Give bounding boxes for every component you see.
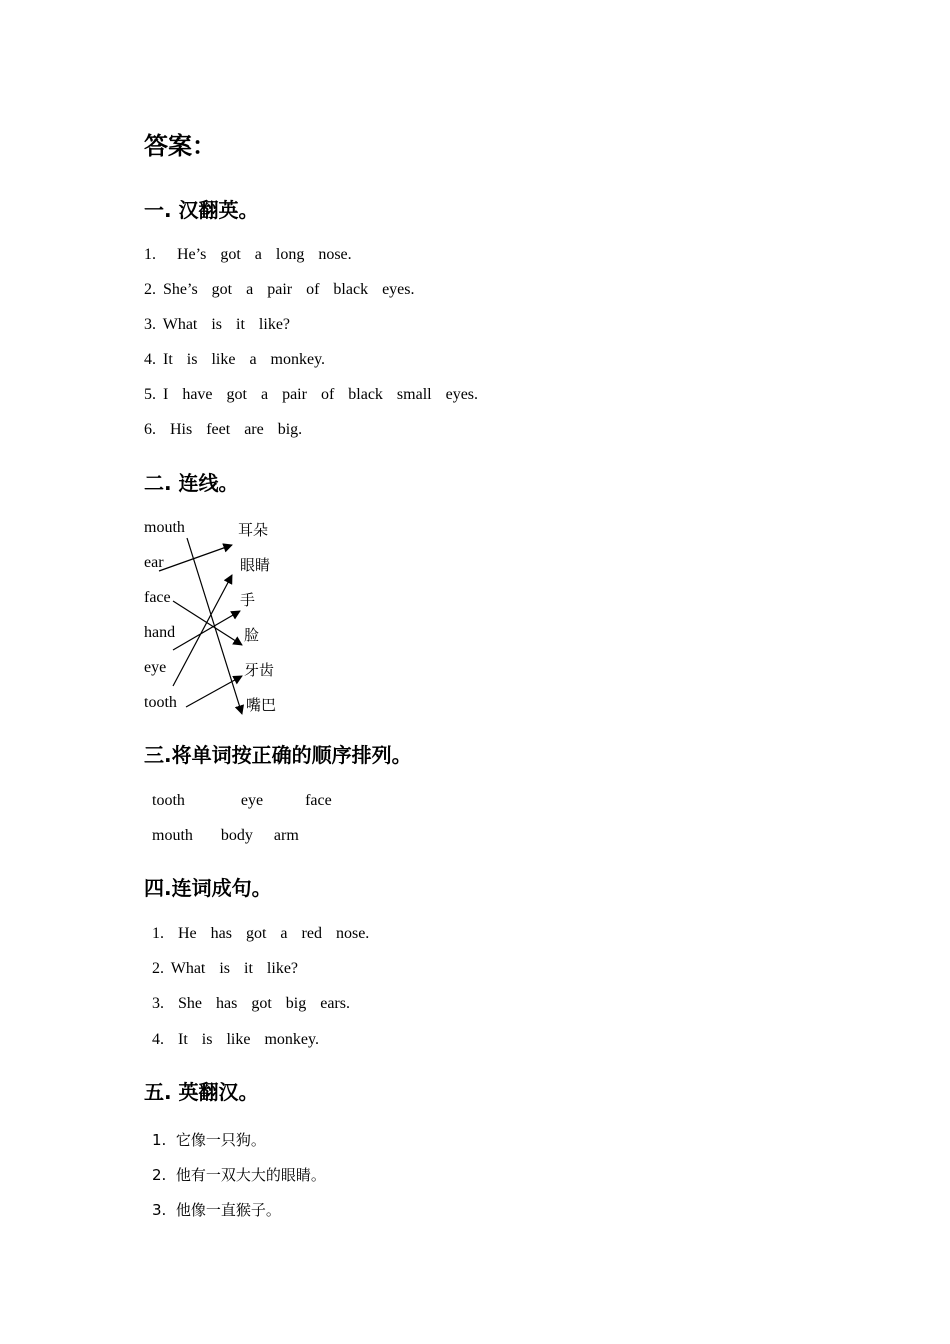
section1-item: 1. He’s got a long nose. bbox=[144, 246, 352, 263]
section5-item: 1. 它像一只狗。 bbox=[152, 1131, 266, 1149]
section1-item: 6. His feet are big. bbox=[144, 421, 303, 438]
page-title: 答案： bbox=[144, 132, 216, 160]
section5-item: 2. 他有一双大大的眼睛。 bbox=[152, 1166, 326, 1184]
match-word-chinese: 手 bbox=[240, 591, 256, 609]
section5-heading: 五. 英翻汉。 bbox=[144, 1080, 259, 1104]
section4-item: 4. It is like monkey. bbox=[152, 1031, 319, 1048]
match-word-english: face bbox=[144, 589, 171, 606]
section4-heading: 四.连词成句。 bbox=[144, 876, 272, 900]
match-word-english: tooth bbox=[144, 694, 177, 711]
match-line-eye-eye bbox=[173, 575, 232, 686]
match-word-english: ear bbox=[144, 554, 164, 571]
section4-item: 3. She has got big ears. bbox=[152, 995, 350, 1012]
section1-item: 3. What is it like? bbox=[144, 316, 291, 333]
section5-item: 3. 他像一直猴子。 bbox=[152, 1201, 281, 1219]
section3-heading: 三.将单词按正确的顺序排列。 bbox=[144, 743, 412, 767]
match-line-tooth-tooth bbox=[186, 676, 242, 707]
ordered-words-row: mouth body arm bbox=[152, 827, 299, 844]
match-word-chinese: 牙齿 bbox=[244, 661, 275, 679]
section1-item: 4. It is like a monkey. bbox=[144, 351, 326, 368]
match-word-english: hand bbox=[144, 624, 176, 641]
match-word-english: eye bbox=[144, 659, 167, 676]
match-line-hand-hand bbox=[173, 611, 240, 650]
section4-item: 1. He has got a red nose. bbox=[152, 925, 370, 942]
section1-item: 2. She’s got a pair of black eyes. bbox=[144, 281, 415, 298]
match-line-face-face bbox=[173, 601, 242, 645]
match-word-chinese: 嘴巴 bbox=[246, 696, 277, 714]
section2-heading: 二. 连线。 bbox=[144, 471, 239, 495]
match-word-chinese: 脸 bbox=[244, 626, 260, 644]
match-word-chinese: 耳朵 bbox=[238, 521, 269, 539]
match-word-english: mouth bbox=[144, 519, 185, 536]
section1-heading: 一. 汉翻英。 bbox=[144, 198, 259, 222]
match-word-chinese: 眼睛 bbox=[240, 556, 271, 574]
ordered-words-row: tooth eye face bbox=[152, 792, 332, 809]
section4-item: 2. What is it like? bbox=[152, 960, 299, 977]
section1-item: 5. I have got a pair of black small eyes. bbox=[144, 386, 479, 403]
